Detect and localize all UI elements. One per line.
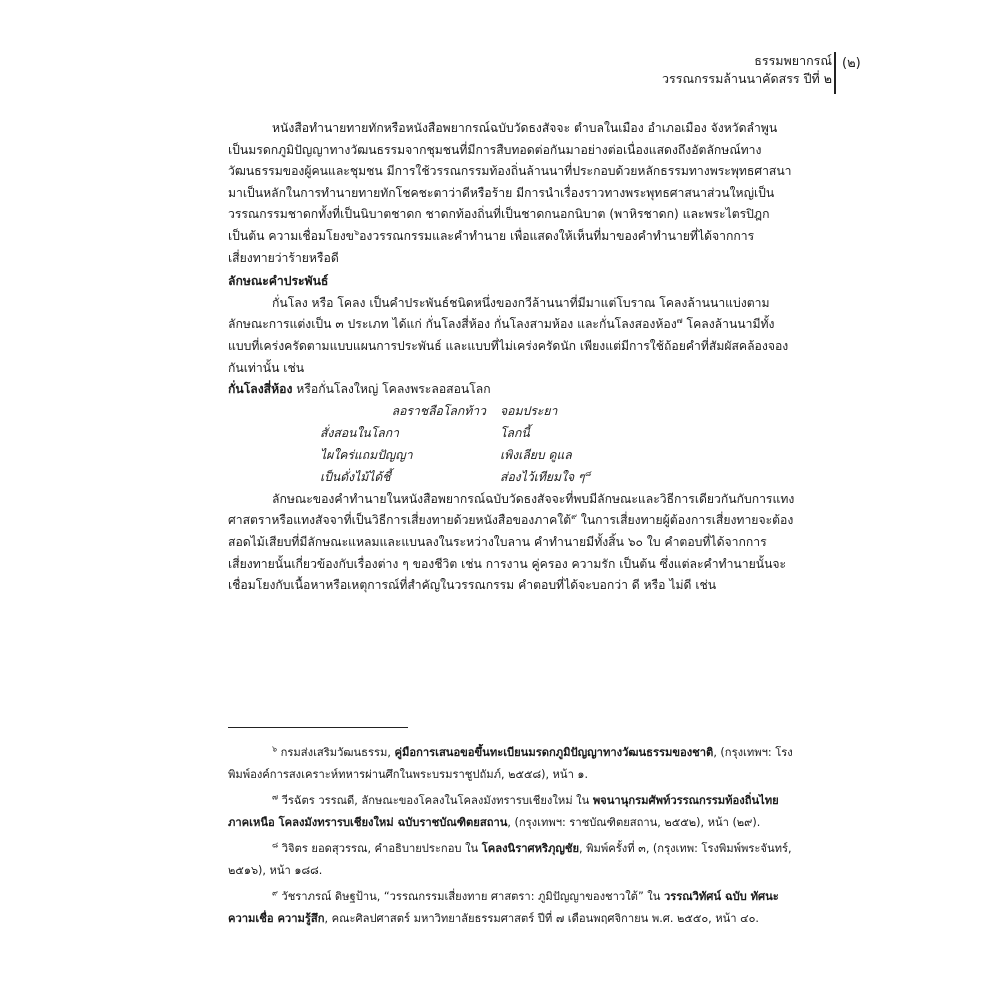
- runin-text: หรือกั่นโลงใหญ่ โคลงพระลอสอนโลก: [292, 382, 491, 397]
- footnote-text: วัชราภรณ์ ดิษฐป้าน, “วรรณกรรมเสี่ยงทาย ศาสตรา: ภูมิปัญญาของชาวใต้” ใน: [277, 890, 664, 903]
- footnote: [228, 742, 796, 785]
- paragraph-intro-text: หนังสือทำนายทายทักหรือหนังสือพยากรณ์ฉบับวัดธงสัจจะ ตำบลในเมือง อำเภอเมือง จังหวัดลำพูน เป็นมรดกภูมิปัญญาทางวัฒนธรรมจากชุมชนที่มีการสืบทอดต่อกันมาอย่างต่อเนื่องแสดงถึงอัตลักษณ์ทางวัฒนธรรมของผู้คนและชุมชน มีการใช้วรรณกรรมท้องถิ่นล้านนาที่ประกอบด้วยหลักธรรมทางพระพุทธศาสนามาเป็นหลักในการทำนายทายทักโชคชะตาว่าดีหรือร้าย มีการนำเรื่องราวทางพระพุทธศาสนาส่วนใหญ่เป็นวรรณกรรมชาดกทั้งที่เป็นนิบาตชาดก ชาดกท้องถิ่นที่เป็นชาดกนอกนิบาต (พาหิรชาดก) และพระไตรปิฎก เป็นต้น ความเชื่อมโยงข: [228, 121, 792, 243]
- page-number: (๒): [842, 56, 861, 71]
- footnote-text: วีรฉัตร วรรณดี, ลักษณะของโคลงในโคลงมังทรารบเชียงใหม่ ใน: [278, 794, 593, 807]
- main-text: [228, 118, 796, 597]
- footnote-number: ๙: [272, 888, 278, 898]
- footnote-ref-9: ๙: [571, 512, 577, 522]
- poem-line: [228, 445, 796, 467]
- paragraph-prediction-end: ในการเสี่ยงทายผู้ต้องการเสี่ยงทายจะต้องสอดไม้เสียบที่มีลักษณะแหลมและแบนลงในระหว่างใบลาน คำทำนายมีทั้งสิ้น ๖๐ ใบ คำตอบที่ได้จากการเสี่ยงทายนั้นเกี่ยวข้องกับเรื่องต่าง ๆ ของชีวิต เช่น การงาน คู่ครอง ความรัก เป็นต้น ซึ่งแต่ละคำทำนายนั้นจะเชื่อมโยงกับเนื้อหาหรือเหตุการณ์ที่สำคัญในวรรณกรรม คำตอบที่ได้จะบอกว่า ดี หรือ ไม่ดี เช่น: [228, 513, 794, 593]
- footnote-number: ๗: [272, 792, 279, 802]
- poem-line: [228, 467, 796, 489]
- footnote-number: ๘: [272, 840, 279, 850]
- paragraph-prediction-text: ลักษณะของคำทำนายในหนังสือพยากรณ์ฉบับวัดธงสัจจะที่พบมีลักษณะและวิธีการเดียวกันกับการแทงศาสตราหรือแทงสัจจาที่เป็นวิธีการเสี่ยงทายด้วยหนังสือของภาคใต้: [228, 491, 795, 528]
- footnote-text: วิจิตร ยอดสุวรรณ, คำอธิบายประกอบ ใน: [278, 842, 482, 855]
- header-divider: [834, 52, 836, 94]
- poem-hemistich-left: ลอราชลือโลกท้าว: [391, 403, 486, 418]
- footnotes: [228, 742, 796, 934]
- footnote: [228, 838, 796, 881]
- poem: [228, 401, 796, 489]
- poem-hemistich-right: เพิงเลียบ ดูแล: [500, 447, 572, 462]
- poem-hemistich-left: เป็นดั่งไม้ได้ชี้: [320, 469, 391, 484]
- paragraph-verse-types-text: กั่นโลง หรือ โคลง เป็นคำประพันธ์ชนิดหนึ่งของกวีล้านนาที่มีมาแต่โบราณ โคลงล้านนาแบ่งตามลักษณะการแต่งเป็น ๓ ประเภท ได้แก่ กั่นโลงสี่ห้อง กั่นโลงสามห้อง และกั่นโลงสองห้อง: [228, 295, 770, 332]
- paragraph-verse-types-end: โคลงล้านนามีทั้งแบบที่เคร่งครัดตามแบบแผนการประพันธ์ และแบบที่ไม่เคร่งครัดนัก เพียงแต่มีการใช้ถ้อยคำที่สัมผัสคล้องจองกันเท่านั้น เช่น: [228, 317, 789, 375]
- paragraph-poem-intro: [228, 379, 796, 401]
- footnote-ref-6: ๖: [354, 227, 360, 237]
- poem-line: [228, 401, 796, 423]
- footnote-ref-7: ๗: [676, 316, 683, 326]
- poem-last-text: ส่องไว้เทียมใจ ๆ: [500, 469, 585, 484]
- poem-hemistich-left: สั่งสอนในโลกา: [320, 425, 399, 440]
- footnote-number: ๖: [272, 744, 278, 754]
- poem-hemistich-right: โลกนี้: [500, 425, 530, 440]
- footnote-text: , พิมพ์ครั้งที่ ๓, (กรุงเทพ: โรงพิมพ์พระจันทร์, ๒๕๑๖), หน้า ๑๘๘.: [228, 842, 792, 877]
- footnote: [228, 886, 796, 929]
- footnote-rule: [228, 727, 408, 728]
- footnote-title: พจนานุกรมศัพท์วรรณกรรมท้องถิ่นไทยภาคเหนือ โคลงมังทรารบเชียงใหม่ ฉบับราชบัณฑิตยสถาน: [228, 794, 779, 829]
- footnote-title: คู่มือการเสนอขอขึ้นทะเบียนมรดกภูมิปัญญาทางวัฒนธรรมของชาติ: [394, 746, 714, 759]
- poem-hemistich-right: จอมประยา: [500, 403, 558, 418]
- footnote-ref-8: ๘: [584, 468, 591, 478]
- paragraph-verse-types: [228, 293, 796, 379]
- header-book-title: ธรรมพยากรณ์: [754, 53, 832, 68]
- runin-heading: กั่นโลงสี่ห้อง: [228, 382, 293, 397]
- footnote-title: วรรณวิทัศน์ ฉบับ ทัศนะความเชื่อ ความรู้สึก: [228, 890, 779, 925]
- paragraph-intro-end: องวรรณกรรมและคำทำนาย เพื่อแสดงให้เห็นที่มาของคำทำนายที่ได้จากการเสี่ยงทายว่าร้ายหรือดี: [228, 228, 755, 265]
- footnote-title: โคลงนิราศหริภุญชัย: [481, 842, 580, 855]
- poem-hemistich-left: ไผใคร่แถมปัญญา: [320, 447, 413, 462]
- paragraph-prediction: [228, 489, 796, 597]
- footnote-text: กรมส่งเสริมวัฒนธรรม,: [277, 746, 395, 759]
- footnote-text: , (กรุงเทพฯ: โรงพิมพ์องค์การสงเคราะห์ทหารผ่านศึกในพระบรมราชูปถัมภ์, ๒๕๕๘), หน้า ๑.: [228, 746, 793, 781]
- paragraph-intro: [228, 118, 796, 269]
- running-header: [662, 52, 832, 88]
- footnote-text: , คณะศิลปศาสตร์ มหาวิทยาลัยธรรมศาสตร์ ปีที่ ๗ เดือนพฤศจิกายน พ.ศ. ๒๕๕๐, หน้า ๔๐.: [324, 911, 759, 925]
- section-heading: ลักษณะคำประพันธ์: [228, 274, 329, 289]
- header-series-title: วรรณกรรมล้านนาคัดสรร ปีที่ ๒: [662, 71, 832, 86]
- poem-line: [228, 423, 796, 445]
- footnote-text: , (กรุงเทพฯ: ราชบัณฑิตยสถาน, ๒๕๕๒), หน้า (๒๙).: [507, 815, 761, 829]
- footnote: [228, 790, 796, 833]
- poem-hemistich-right: [500, 467, 591, 489]
